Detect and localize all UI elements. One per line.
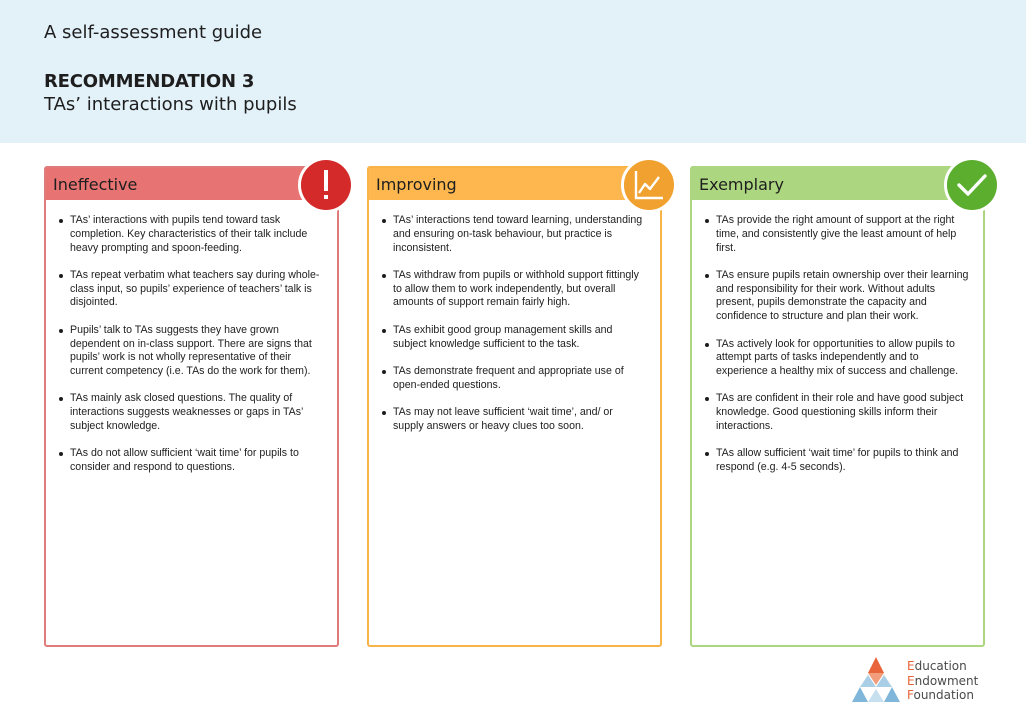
criteria-list [381,214,646,447]
list-item: TAs’ interactions tend toward learning, understanding and ensuring on-task behaviour, but practice is inconsistent. [381,214,646,255]
recommendation-label: RECOMMENDATION 3 [44,71,255,92]
list-item: TAs allow sufficient ‘wait time’ for pupils to think and respond (e.g. 4-5 seconds). [704,447,969,475]
list-item: TAs actively look for opportunities to allow pupils to attempt parts of tasks independently and to experience a healthy mix of success and challenge. [704,338,969,379]
logo-initial: E [907,673,915,688]
list-item: TAs repeat verbatim what teachers say during whole-class input, so pupils’ experience of teachers’ talk is disjointed. [58,269,323,310]
list-item: TAs demonstrate frequent and appropriate use of open-ended questions. [381,365,646,393]
guide-title: A self-assessment guide [44,22,263,43]
list-item: TAs mainly ask closed questions. The quality of interactions suggests weaknesses or gaps in TAs’ subject knowledge. [58,392,323,433]
logo-word: oundation [913,688,974,702]
eef-logo-mark-icon [850,655,902,705]
logo-initial: F [907,688,914,702]
list-item: Pupils’ talk to TAs suggests they have grown dependent on in-class support. There are signs that pupils’ work is not wholly representative of their current competency (i.e. TAs do the work for them). [58,324,323,379]
card-title: Exemplary [699,174,784,194]
badge-improving [621,157,677,213]
criteria-list [704,214,969,488]
card-header-exemplary [692,168,983,200]
line-chart-icon [633,169,665,201]
card-header-ineffective [46,168,337,200]
criteria-list [58,214,323,488]
list-item: TAs’ interactions with pupils tend toward task completion. Key characteristics of their talk include heavy prompting and spoon-feeding. [58,214,323,255]
list-item: TAs may not leave sufficient ‘wait time’, and/ or supply answers or heavy clues too soon. [381,406,646,434]
eef-logo [850,655,990,705]
checkmark-icon [956,170,988,200]
list-item: TAs withdraw from pupils or withhold support fittingly to allow them to work independently, but overall amounts of support remain fairly high. [381,269,646,310]
card-title: Improving [376,174,457,194]
exclamation-icon [311,168,341,202]
list-item: TAs do not allow sufficient ‘wait time’ for pupils to consider and respond to questions. [58,447,323,475]
card-improving [367,166,662,647]
card-ineffective [44,166,339,647]
logo-word: ndowment [914,673,979,688]
list-item: TAs are confident in their role and have good subject knowledge. Good questioning skills inform their interactions. [704,392,969,433]
eef-logo-text [907,659,978,703]
card-title: Ineffective [53,174,138,194]
logo-initial: E [907,659,915,673]
logo-word: ducation [914,659,967,673]
card-exemplary [690,166,985,647]
badge-exemplary [944,157,1000,213]
list-item: TAs exhibit good group management skills and subject knowledge sufficient to the task. [381,324,646,352]
page-header [0,0,1026,143]
badge-ineffective [298,157,354,213]
card-header-improving [369,168,660,200]
list-item: TAs ensure pupils retain ownership over their learning and responsibility for their work. Without adults present, pupils demonstrate the capacity and confidence to structure and plan their work. [704,269,969,324]
list-item: TAs provide the right amount of support at the right time, and consistently give the least amount of help first. [704,214,969,255]
recommendation-subtitle: TAs’ interactions with pupils [44,94,297,115]
